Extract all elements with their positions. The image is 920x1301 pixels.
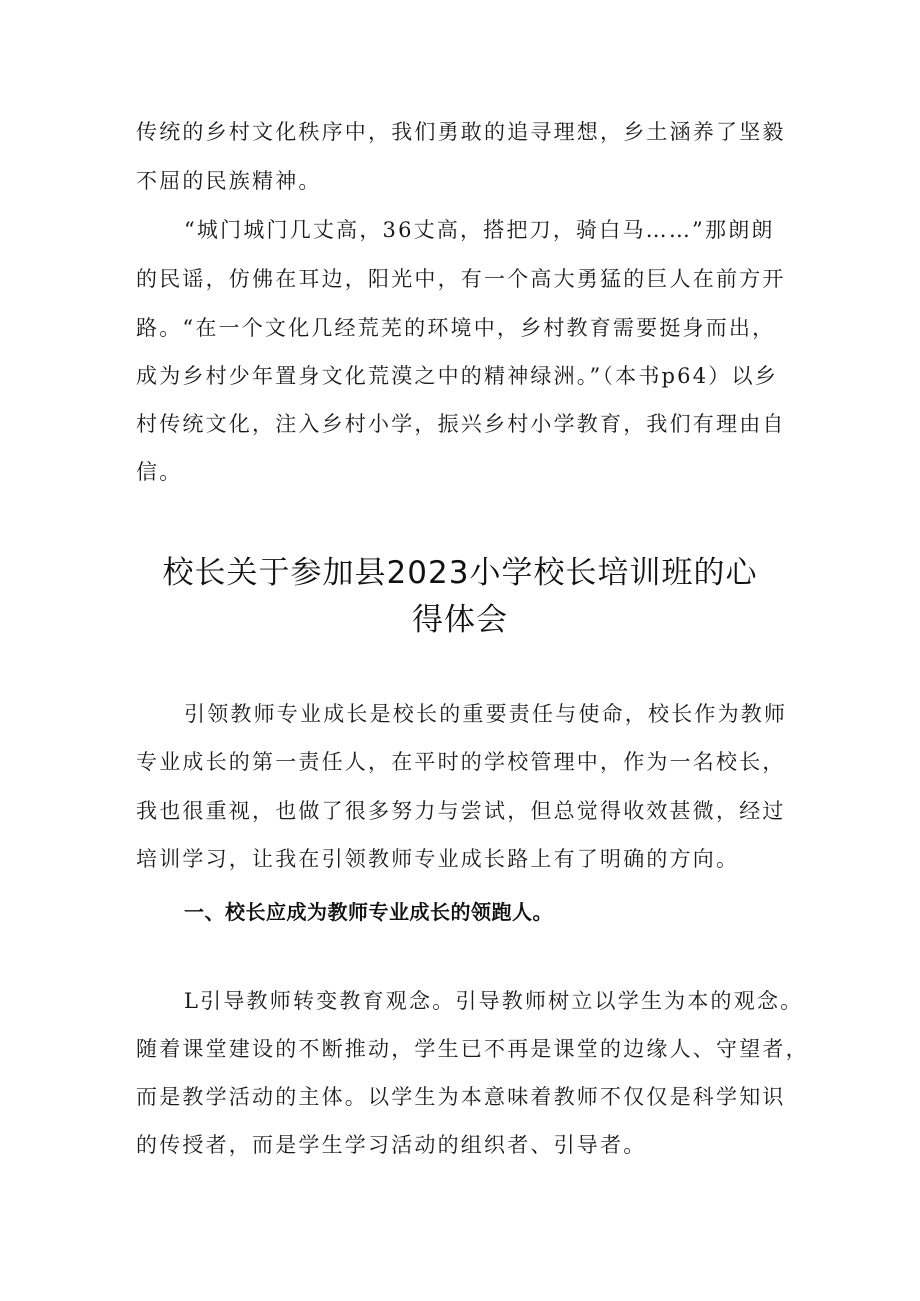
point-line: 随着课堂建设的不断推动，学生已不再是课堂的边缘人、守望者，: [136, 1037, 809, 1061]
intro-line: 培训学习，让我在引领教师专业成长路上有了明确的方向。: [136, 847, 740, 871]
article-title: 得体会: [412, 602, 508, 638]
point-line: 而是教学活动的主体。以学生为本意味着教师不仅仅是科学知识: [136, 1085, 786, 1109]
body-line: 的民谣，仿佛在耳边，阳光中，有一个高大勇猛的巨人在前方开: [136, 267, 786, 291]
section-heading: 一、校长应成为教师专业成长的领跑人。: [184, 900, 553, 924]
body-line: 信。: [136, 460, 183, 484]
body-line: 村传统文化，注入乡村小学，振兴乡村小学教育，我们有理由自: [136, 412, 786, 436]
point-line: 的传授者，而是学生学习活动的组织者、引导者。: [136, 1133, 647, 1157]
body-line: 传统的乡村文化秩序中，我们勇敢的追寻理想，乡土涵养了坚毅: [136, 120, 786, 144]
intro-line: 引领教师专业成长是校长的重要责任与使命，校长作为教师: [184, 702, 788, 726]
body-line: 路。“在一个文化几经荒芜的环境中，乡村教育需要挺身而出，: [136, 316, 776, 340]
point-line: L引导教师转变教育观念。引导教师树立以学生为本的观念。: [184, 989, 804, 1013]
body-line: “城门城门几丈高，36丈高，搭把刀，骑白马……”那朗朗: [184, 218, 775, 242]
article-title: 校长关于参加县2023小学校长培训班的心: [162, 555, 758, 591]
body-line: 成为乡村少年置身文化荒漠之中的精神绿洲。”（本书p64）以乡: [136, 364, 778, 388]
intro-line: 专业成长的第一责任人，在平时的学校管理中，作为一名校长，: [136, 750, 786, 774]
body-line: 不屈的民族精神。: [136, 169, 322, 193]
intro-line: 我也很重视，也做了很多努力与尝试，但总觉得收效甚微，经过: [136, 799, 786, 823]
